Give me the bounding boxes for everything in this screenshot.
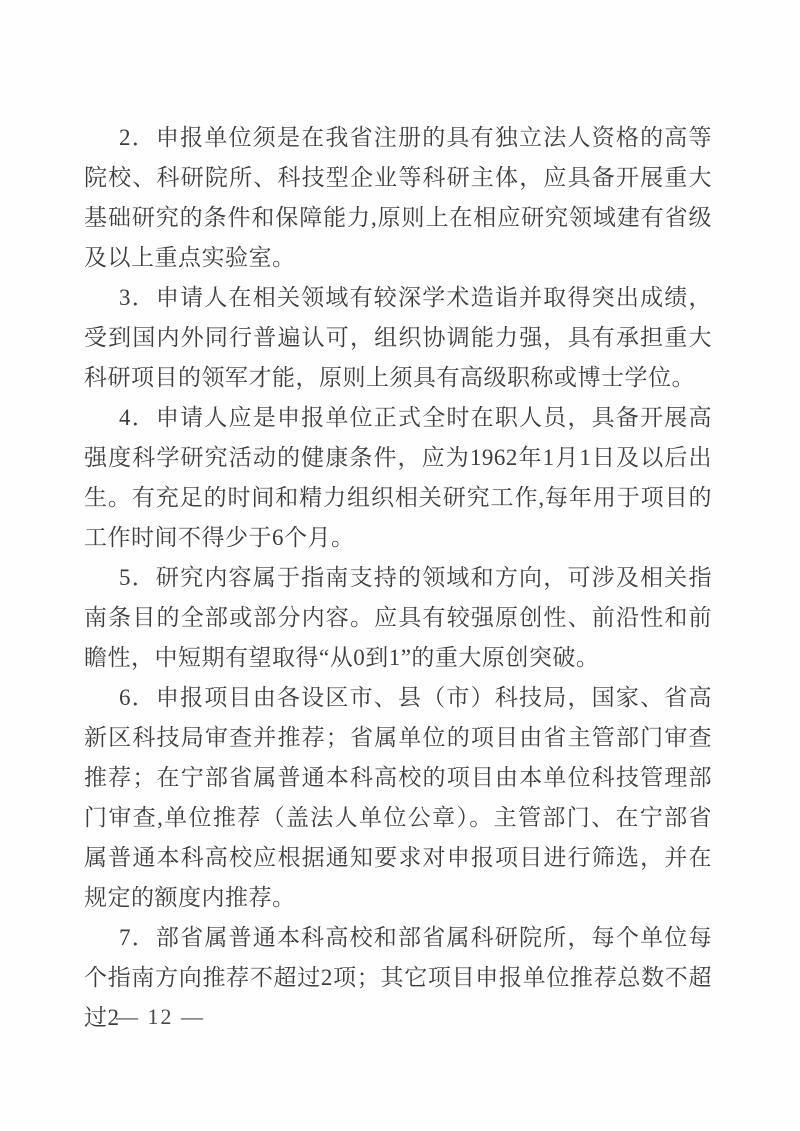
page-number: — 12 — (116, 1004, 205, 1029)
paragraph-clause-7: 7．部省属普通本科高校和部省属科研院所，每个单位每个指南方向推荐不超过2项；其它项目申报单位推荐总数不超过2 (84, 925, 712, 1030)
paragraph-clause-2: 2．申报单位须是在我省注册的具有独立法人资格的高等院校、科研院所、科技型企业等科研主体，应具备开展重大基础研究的条件和保障能力,原则上在相应研究领域建有省级及以上重点实验室。 (84, 125, 712, 270)
document-text-block (84, 118, 712, 1038)
paragraph-clause-6: 6．申报项目由各设区市、县（市）科技局，国家、省高新区科技局审查并推荐；省属单位的项目由省主管部门审查推荐；在宁部省属普通本科高校的项目由本单位科技管理部门审查,单位推荐（盖法人单位公章）。主管部门、在宁部省属普通本科高校应根据通知要求对申报项目进行筛选，并在规定的额度内推荐。 (84, 685, 712, 910)
paragraph-clause-3: 3．申请人在相关领域有较深学术造诣并取得突出成绩，受到国内外同行普遍认可，组织协调能力强，具有承担重大科研项目的领军才能，原则上须具有高级职称或博士学位。 (84, 285, 712, 390)
paragraph-clause-4: 4．申请人应是申报单位正式全时在职人员，具备开展高强度科学研究活动的健康条件，应为1962年1月1日及以后出生。有充足的时间和精力组织相关研究工作,每年用于项目的工作时间不得少于6个月。 (84, 405, 712, 550)
paragraph-clause-5: 5．研究内容属于指南支持的领域和方向，可涉及相关指南条目的全部或部分内容。应具有较强原创性、前沿性和前瞻性，中短期有望取得“从0到1”的重大原创突破。 (84, 565, 712, 670)
